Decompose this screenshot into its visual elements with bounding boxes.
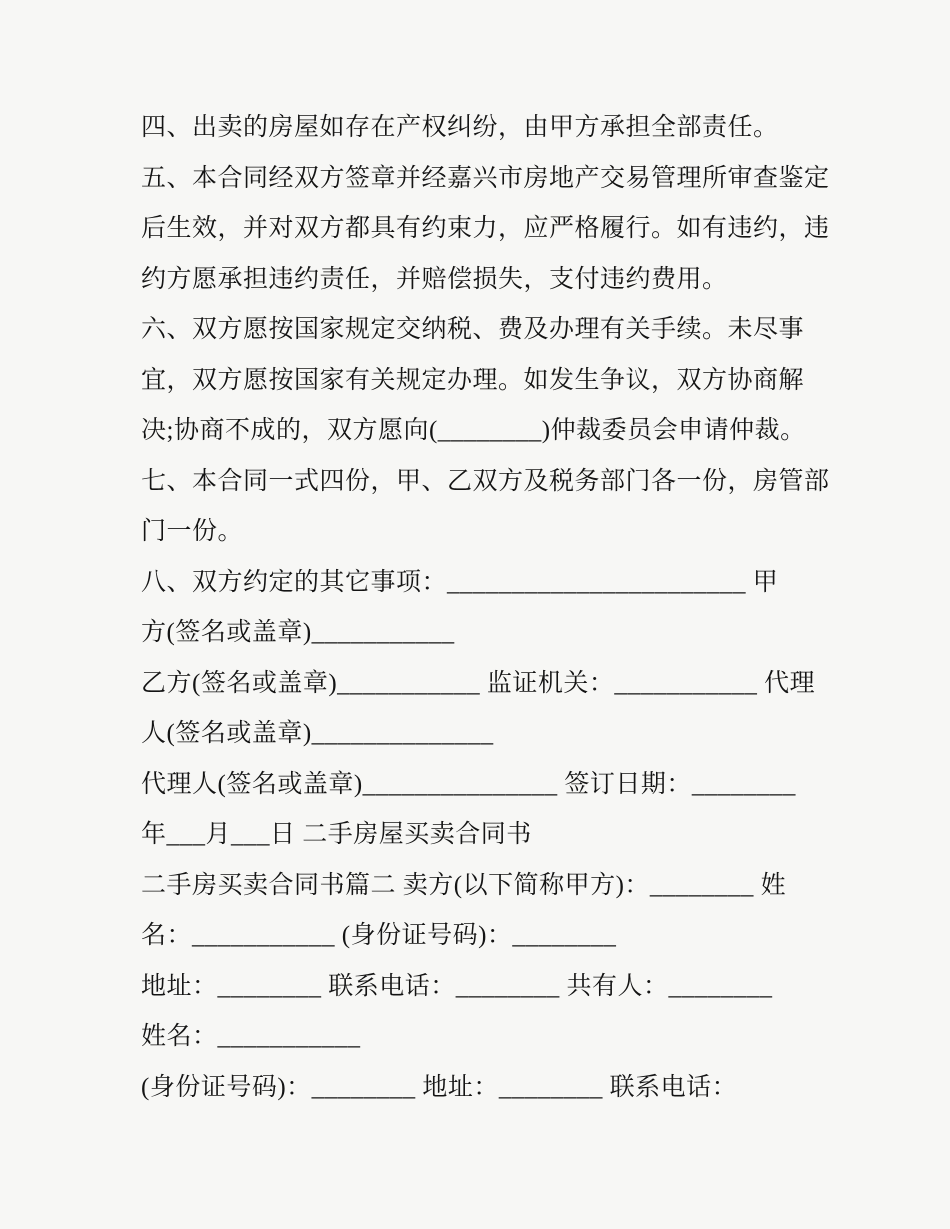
document-line: 约方愿承担违约责任，并赔偿损失，支付违约费用。: [141, 265, 728, 293]
document-line: 二手房买卖合同书篇二 卖方(以下简称甲方)：________ 姓: [141, 871, 787, 899]
document-line: 七、本合同一式四份，甲、乙双方及税务部门各一份，房管部: [141, 467, 830, 495]
document-line: 门一份。: [141, 518, 244, 545]
document-line: 乙方(签名或盖章)___________ 监证机关：___________ 代理: [141, 669, 816, 697]
document-line: 代理人(签名或盖章)_______________ 签订日期：________: [141, 770, 796, 798]
document-line: (身份证号码)：________ 地址：________ 联系电话：: [141, 1073, 738, 1101]
document-line: 五、本合同经双方签章并经嘉兴市房地产交易管理所审查鉴定: [141, 164, 830, 192]
document-line: 后生效，并对双方都具有约束力，应严格履行。如有违约，违: [141, 215, 830, 242]
document-line: 名：___________ (身份证号码)：________: [141, 922, 617, 949]
document-line: 六、双方愿按国家规定交纳税、费及办理有关手续。未尽事: [141, 316, 805, 343]
document-line: 方(签名或盖章)___________: [141, 619, 455, 646]
document-line: 姓名：___________: [141, 1023, 361, 1050]
document-line: 四、出卖的房屋如存在产权纠纷，由甲方承担全部责任。: [141, 114, 779, 141]
document-line: 人(签名或盖章)______________: [141, 720, 494, 747]
document-line: 宜，双方愿按国家有关规定办理。如发生争议，双方协商解: [141, 366, 805, 394]
document-line: 地址：________ 联系电话：________ 共有人：________: [141, 972, 773, 1000]
document-line: 八、双方约定的其它事项：_______________________ 甲: [141, 568, 779, 596]
document-line: 决;协商不成的，双方愿向(________)仲裁委员会申请仲裁。: [141, 417, 806, 444]
document-line: 年___月___日 二手房屋买卖合同书: [141, 821, 532, 848]
